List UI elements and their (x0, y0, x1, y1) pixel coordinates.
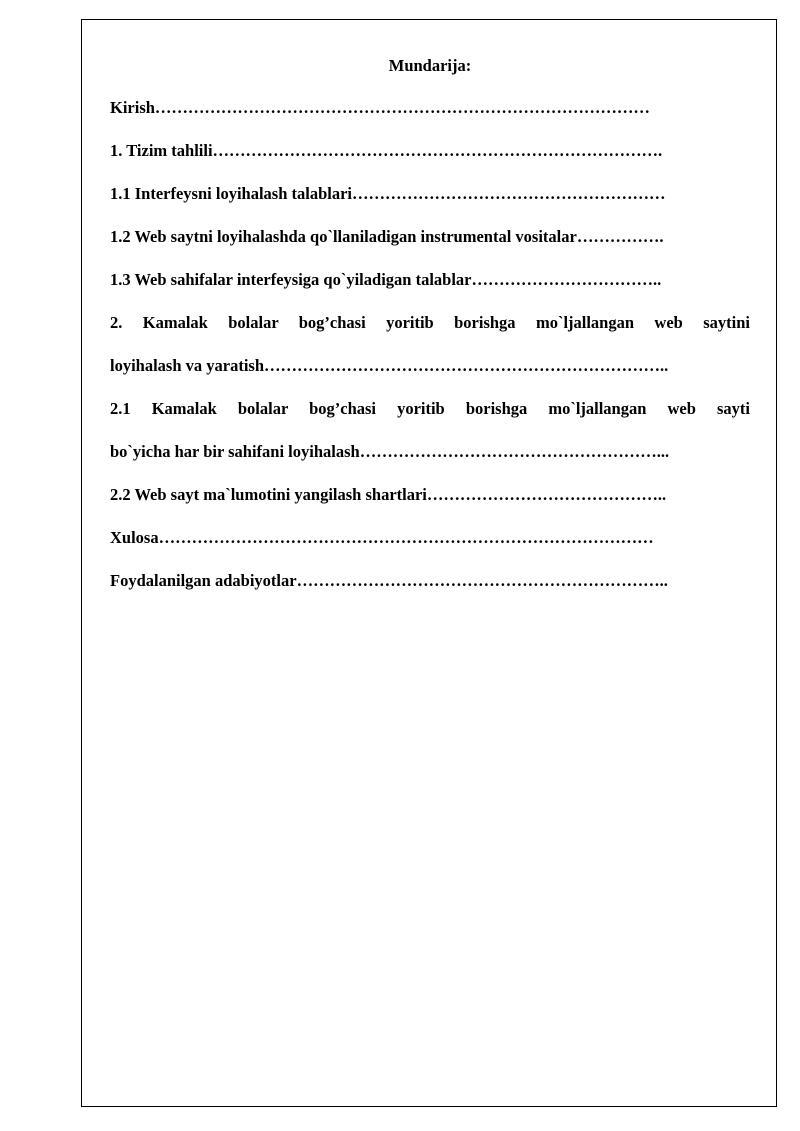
toc-entry-references: Foydalanilgan adabiyotlar………………………………………………………….. (110, 571, 668, 590)
toc-entry-1-2: 1.2 Web saytni loyihalashda qo`llaniladigan instrumental vositalar……………. (110, 227, 664, 246)
table-of-contents (110, 50, 750, 609)
toc-entry-2-2: 2.2 Web sayt ma`lumotini yangilash shartlari…………………………………….. (110, 485, 667, 504)
toc-entry-1-3: 1.3 Web sahifalar interfeysiga qo`yiladigan talablar…………………………….. (110, 270, 662, 289)
toc-entry-2-line1: 2. Kamalak bolalar bog’chasi yoritib borishga mo`ljallangan web saytini (110, 313, 750, 332)
toc-entry-2-1-line2: bo`yicha har bir sahifani loyihalash………………………………………………... (110, 442, 670, 461)
toc-entry-conclusion: Xulosa……………………………………………………………………………… (110, 528, 654, 547)
toc-entry-1-1: 1.1 Interfeysni loyihalash talablari………………………………………………… (110, 184, 666, 203)
toc-entry-intro: Kirish……………………………………………………………………………… (110, 98, 650, 117)
toc-title: Mundarija: (388, 56, 472, 75)
toc-entry-2-1-line1: 2.1 Kamalak bolalar bog’chasi yoritib borishga mo`ljallangan web sayti (110, 399, 750, 418)
toc-entry-2-line2: loyihalash va yaratish……………………………………………………………….. (110, 356, 669, 375)
toc-entry-1: 1. Tizim tahlili………………………………………………………………………. (110, 141, 663, 160)
